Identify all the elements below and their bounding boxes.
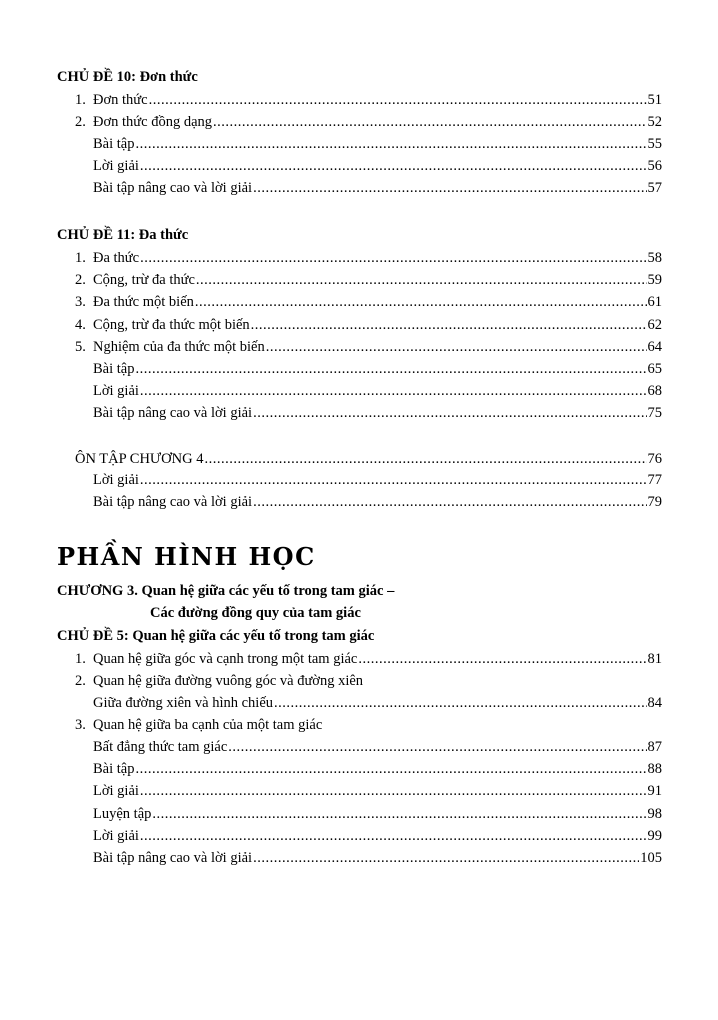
toc-entry[interactable] xyxy=(93,157,662,175)
dot-leader xyxy=(253,849,639,867)
entry-label: Bài tập nâng cao và lời giải xyxy=(93,180,253,196)
dot-leader xyxy=(140,382,647,400)
entry-label: Luyện tập xyxy=(93,806,152,822)
entry-label: Quan hệ giữa góc và cạnh trong một tam giác xyxy=(93,651,358,667)
dot-leader xyxy=(135,360,646,378)
topic10-title: CHỦ ĐỀ 10: Đơn thức xyxy=(57,69,198,85)
entry-label: Bài tập nâng cao và lời giải xyxy=(93,850,253,866)
dot-leader xyxy=(266,338,647,356)
entry-number: 2. xyxy=(75,673,86,689)
toc-entry[interactable] xyxy=(93,827,662,845)
entry-page: 68 xyxy=(647,383,662,399)
entry-label: Giữa đường xiên và hình chiếu xyxy=(93,695,274,711)
entry-label: Bài tập nâng cao và lời giải xyxy=(93,405,253,421)
entry-label: Bài tập xyxy=(93,761,135,777)
entry-page: 52 xyxy=(647,114,662,130)
entry-number: 1. xyxy=(75,92,86,108)
entry-page: 98 xyxy=(647,806,662,822)
entry-label: Đa thức một biến xyxy=(93,294,194,310)
toc-entry[interactable] xyxy=(93,694,662,712)
chapter3-title-line1: CHƯƠNG 3. Quan hệ giữa các yếu tố trong tam giác – xyxy=(57,583,395,599)
entry-number: 3. xyxy=(75,717,86,733)
entry-label: Lời giải xyxy=(93,472,139,488)
entry-page: 57 xyxy=(647,180,662,196)
entry-label: Bài tập xyxy=(93,136,135,152)
entry-label: Cộng, trừ đa thức một biến xyxy=(93,317,250,333)
dot-leader xyxy=(358,650,646,668)
entry-page: 56 xyxy=(647,158,662,174)
dot-leader xyxy=(135,135,646,153)
toc-entry[interactable] xyxy=(93,360,662,378)
entry-label: Đơn thức xyxy=(93,92,148,108)
dot-leader xyxy=(253,179,646,197)
toc-entry-heading[interactable] xyxy=(75,672,363,690)
entry-number: 3. xyxy=(75,294,86,310)
toc-entry[interactable] xyxy=(93,471,662,489)
entry-label: Quan hệ giữa ba cạnh của một tam giác xyxy=(93,717,323,733)
entry-page: 55 xyxy=(647,136,662,152)
dot-leader xyxy=(140,249,646,267)
toc-entry[interactable] xyxy=(75,293,662,311)
toc-entry[interactable] xyxy=(75,249,662,267)
entry-label: Nghiệm của đa thức một biến xyxy=(93,339,265,355)
dot-leader xyxy=(140,471,647,489)
entry-page: 77 xyxy=(647,472,662,488)
dot-leader xyxy=(140,782,647,800)
entry-number: 1. xyxy=(75,651,86,667)
entry-page: 99 xyxy=(647,828,662,844)
entry-page: 88 xyxy=(647,761,662,777)
entry-page: 76 xyxy=(647,451,662,467)
entry-page: 62 xyxy=(647,317,662,333)
entry-page: 105 xyxy=(640,850,662,866)
dot-leader xyxy=(228,738,646,756)
entry-label: Đa thức xyxy=(93,250,140,266)
dot-leader xyxy=(253,404,646,422)
entry-page: 65 xyxy=(647,361,662,377)
entry-page: 75 xyxy=(647,405,662,421)
entry-page: 87 xyxy=(647,739,662,755)
entry-page: 64 xyxy=(647,339,662,355)
entry-page: 91 xyxy=(647,783,662,799)
entry-page: 61 xyxy=(647,294,662,310)
toc-entry[interactable] xyxy=(75,338,662,356)
topic11-title: CHỦ ĐỀ 11: Đa thức xyxy=(57,227,189,243)
entry-page: 79 xyxy=(647,494,662,510)
toc-entry[interactable] xyxy=(93,782,662,800)
dot-leader xyxy=(135,760,646,778)
toc-entry[interactable] xyxy=(93,382,662,400)
entry-page: 51 xyxy=(647,92,662,108)
toc-entry[interactable] xyxy=(75,113,662,131)
entry-label: Đơn thức đồng dạng xyxy=(93,114,213,130)
toc-entry[interactable] xyxy=(75,91,662,109)
entry-label: Lời giải xyxy=(93,828,139,844)
entry-label: Lời giải xyxy=(93,158,139,174)
dot-leader xyxy=(140,157,647,175)
entry-number: 1. xyxy=(75,250,86,266)
dot-leader xyxy=(152,805,646,823)
entry-page: 58 xyxy=(647,250,662,266)
toc-entry[interactable] xyxy=(75,450,662,468)
dot-leader xyxy=(213,113,646,131)
entry-label: Quan hệ giữa đường vuông góc và đường xiên xyxy=(93,673,364,689)
entry-page: 81 xyxy=(647,651,662,667)
entry-label: Lời giải xyxy=(93,783,139,799)
entry-label: Cộng, trừ đa thức xyxy=(93,272,195,288)
entry-number: 2. xyxy=(75,114,86,130)
toc-entry[interactable] xyxy=(75,650,662,668)
toc-entry[interactable] xyxy=(93,135,662,153)
dot-leader xyxy=(196,271,647,289)
dot-leader xyxy=(274,694,646,712)
toc-entry[interactable] xyxy=(93,738,662,756)
dot-leader xyxy=(253,493,646,511)
toc-entry[interactable] xyxy=(93,849,662,867)
chapter3-title-line2: Các đường đồng quy của tam giác xyxy=(150,605,361,621)
entry-label: Bài tập xyxy=(93,361,135,377)
toc-entry[interactable] xyxy=(93,493,662,511)
dot-leader xyxy=(251,316,647,334)
entry-page: 59 xyxy=(647,272,662,288)
dot-leader xyxy=(195,293,647,311)
entry-label: Bài tập nâng cao và lời giải xyxy=(93,494,253,510)
toc-entry[interactable] xyxy=(75,316,662,334)
entry-number: 2. xyxy=(75,272,86,288)
toc-entry-heading[interactable] xyxy=(75,716,322,734)
entry-label: Bất đẳng thức tam giác xyxy=(93,739,228,755)
topic5-title: CHỦ ĐỀ 5: Quan hệ giữa các yếu tố trong tam giác xyxy=(57,628,375,644)
part-title: PHẦN HÌNH HỌC xyxy=(57,542,316,571)
entry-page: 84 xyxy=(647,695,662,711)
toc-entry[interactable] xyxy=(93,404,662,422)
entry-label: Lời giải xyxy=(93,383,139,399)
dot-leader xyxy=(204,450,646,468)
toc-entry[interactable] xyxy=(93,760,662,778)
toc-entry[interactable] xyxy=(75,271,662,289)
entry-number: 4. xyxy=(75,317,86,333)
toc-entry[interactable] xyxy=(93,805,662,823)
dot-leader xyxy=(149,91,647,109)
dot-leader xyxy=(140,827,647,845)
entry-number: 5. xyxy=(75,339,86,355)
toc-entry[interactable] xyxy=(93,179,662,197)
entry-label: ÔN TẬP CHƯƠNG 4 xyxy=(75,451,204,467)
